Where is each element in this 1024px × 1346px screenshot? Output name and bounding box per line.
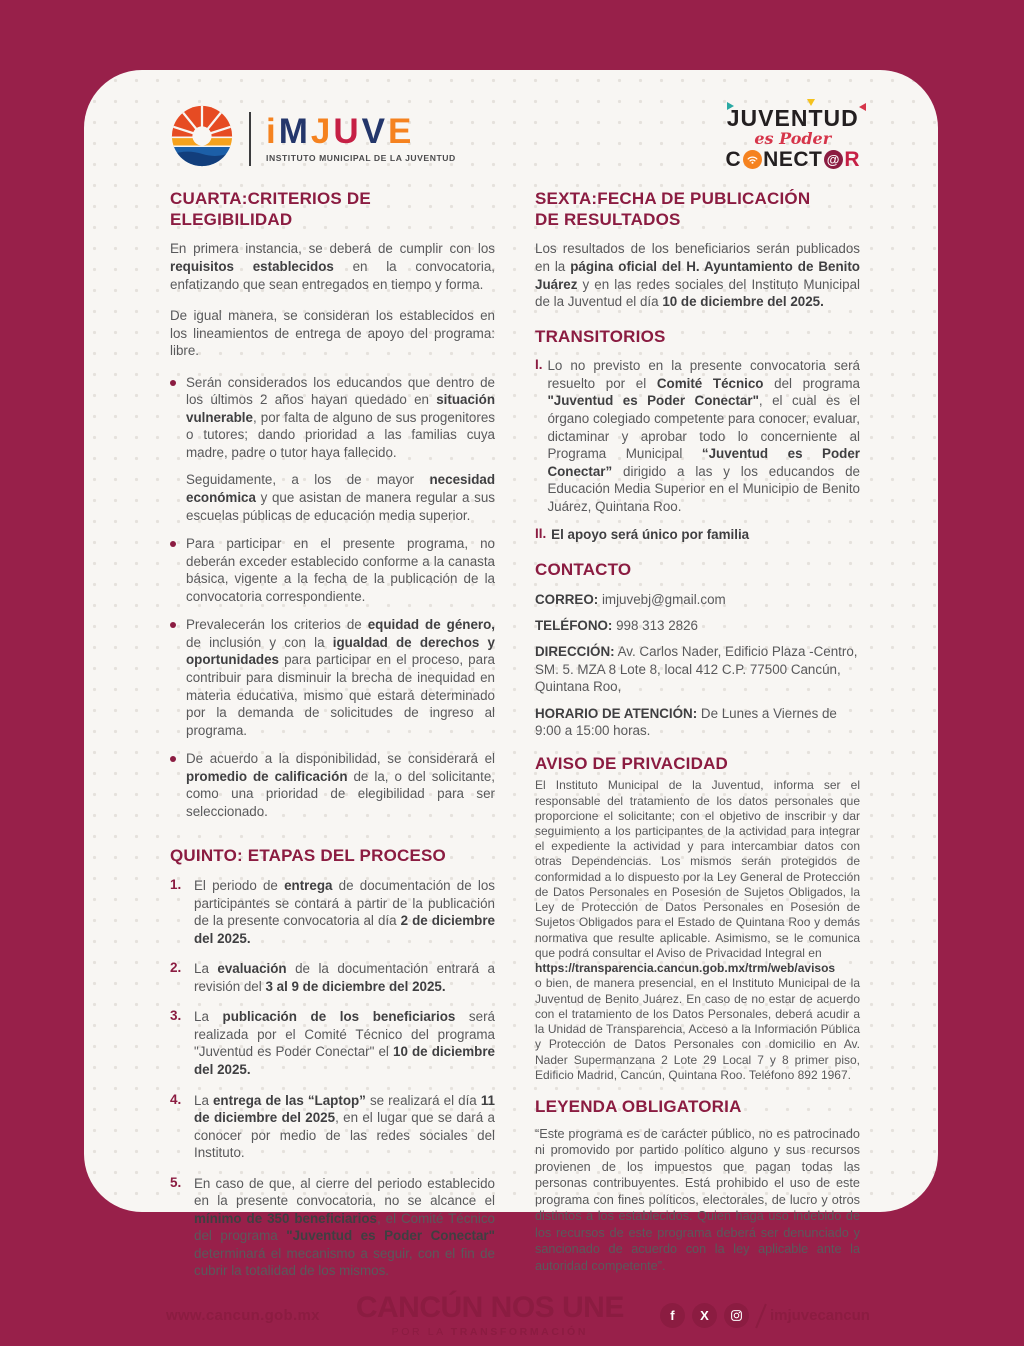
cancun-nos-une-logo [356,1293,624,1338]
content-columns [144,173,880,1293]
section-title-cuarta: CUARTA:CRITERIOS DE ELEGIBILIDAD [170,189,371,229]
sexta-title-line2: DE RESULTADOS [535,209,681,229]
imjuve-sun-icon [170,104,234,173]
logo-divider [249,112,251,166]
bullet-text: Prevalecerán los criterios de equidad de género, de inclusión y con la igualdad de derechos y oportunidades para participar en el proceso, para contribuir para disminuir la brecha de inequidad en materia educativa, mismo que estará determinado por la demanda de solicitudes de ingreso al programa. [186,617,496,738]
bullet-text: De acuerdo a la disponibilidad, se considerará el promedio de calificación de la, o del solicitante, como una prioridad de elegibilidad para ser seleccionado. [186,751,495,819]
list-item [170,535,495,605]
contact-email: CORREO: imjuvebj@gmail.com [535,591,726,607]
list-item [170,877,495,947]
transitorio-text: El apoyo será único por familia [551,527,750,543]
x-icon[interactable]: X [692,1303,717,1328]
roman-numeral: II. [535,526,547,542]
at-bulb-icon: @ [824,150,843,169]
facebook-icon[interactable]: f [660,1303,685,1328]
right-column [535,189,860,1293]
imjuve-letter: J [310,112,334,151]
leyenda-paragraph: “Este programa es de carácter público, no es patrocinado ni promovido por partido político alguno y sus recursos provienen de los impuestos que pagan todas las personas contribuyentes. Está prohibido el uso de este programa con fines políticos, electorales, de lucro y otros distintos a los establecidos. Quien haga uso indebido de los recursos de este programa deberá ser denunciado y sancionado de acuerdo con la ley aplicable ante la autoridad competente”. [535,1126,860,1273]
step-text: La publicación de los beneficiarios será realizada por el Comité Técnico del programa "Juventud es Poder Conectar" el 10 de diciembre del 2025. [194,1009,495,1077]
bullet-text: Serán considerados los educandos que dentro de los últimos 2 años hayan quedado en situación vulnerable, por falta de alguno de sus progenitores o tutores; dando prioridad a las familias cuya madre, padre o tutor haya fallecido. [186,374,495,460]
imjuve-subtitle: INSTITUTO MUNICIPAL DE LA JUVENTUD [266,153,456,163]
social-handle[interactable]: imjuvecancun [769,1307,870,1324]
list-item [170,616,495,739]
eligibility-bullet-list [170,374,495,821]
imjuve-letter: U [333,112,362,151]
step-number: 5. [170,1174,182,1190]
bullet-dot-icon [170,622,176,628]
section-title-leyenda: LEYENDA OBLIGATORIA [535,1096,742,1116]
bullet-subtext: Seguidamente, a los de mayor necesidad económica y que asistan de manera regular a sus escuelas públicas de educación media superior. [186,472,495,523]
step-number: 2. [170,960,182,976]
footer [144,1293,880,1346]
cuarta-paragraph-1: En primera instancia, se deberá de cumplir con los requisitos establecidos en la convocatoria, enfatizando que sean entregados en tiempo y forma. [170,241,495,292]
slash-divider [755,1303,767,1328]
bullet-dot-icon [170,541,176,547]
section-title-aviso: AVISO DE PRIVACIDAD [535,753,729,773]
teal-triangle-icon [727,102,734,110]
privacy-paragraph-1: El Instituto Municipal de la Juventud, informa ser el responsable del tratamiento de los datos personales que proporcione el solicitante; con el objetivo de inscribir y dar seguimiento a los participantes de la actividad para integrar el expediente la actividad y para intercambiar datos con otras Dependencias. Los mismos serán protegidos de conformidad a lo dispuesto por la Ley General de Protección de Datos Personales en Posesión de Sujetos Obligados, la Ley de Protección de Datos Personales en Posesión de Sujetos Obligados para el Estado de Quintana Roo y demás normativa que resulte aplicable. Asimismo, se le comunica que podrá consultar el Aviso de Privacidad Integral en [535,778,860,960]
list-item [170,750,495,820]
list-item [170,374,495,524]
wifi-o-icon [743,150,762,169]
imjuve-letter: M [278,112,311,151]
contact-address: DIRECCIÓN: Av. Carlos Nader, Edificio Plaza -Centro, SM. 5. MZA 8 Lote 8, local 412 C.P. 77500 Cancún, Quintana Roo, [535,644,858,695]
step-number: 1. [170,877,182,893]
process-steps-list [170,877,495,1280]
left-column [170,189,495,1293]
bullet-text: Para participar en el presente programa, no deberán exceder establecido conforme a la canasta básica, vigente a la fecha de la publicación de la convocatoria correspondiente. [186,536,495,604]
poster-card [84,70,938,1338]
yellow-triangle-icon [807,99,815,106]
conectar-letters: NECT [763,148,823,171]
section-title-sexta [535,189,860,230]
step-number: 3. [170,1008,182,1024]
transitorio-text: Lo no previsto en la presente convocatoria será resuelto por el Comité Técnico del programa "Juventud es Poder Conectar", el cual es el órgano colegiado competente para conocer, evaluar, dictaminar y aprobar todo lo concerniente al Programa Municipal “Juventud es Poder Conectar” dirigido a las y los educandos de Educación Media Superior en el Municipio de Benito Juárez, Quintana Roo. [547,358,861,514]
section-title-quinto: QUINTO: ETAPAS DEL PROCESO [170,846,446,866]
privacy-paragraph-2: o bien, de manera presencial, en el Instituto Municipal de la Juventud de Benito Juárez. En caso de no estar de acuerdo con el tratamiento de los Datos Personales, deberá acudir a la Unidad de Transparencia, Acceso a la Información Pública y Protección de Datos Personales con domicilio en Av. Nader Supermanzana 2 Lote 29 Local 7 y 8 primer piso, Edificio Madrid, Cancún, Quintana Roo. Teléfono 892 1967. [535,976,860,1082]
instagram-icon[interactable] [724,1303,749,1328]
step-text: La entrega de las “Laptop” se realizará el día 11 de diciembre del 2025, en el lugar que se dará a conocer por medio de las redes sociales del Instituto. [194,1092,496,1161]
imjuve-letter: E [388,112,415,151]
list-item [170,960,495,995]
slogan-sub-light: POR LA [391,1326,451,1338]
imjuve-logo [170,104,456,173]
step-text: El periodo de entrega de documentación de los participantes se contará a partir de la publicación de la presente convocatoria al día 2 de diciembre del 2025. [194,878,496,946]
program-title: JUVENTUD [726,105,859,131]
red-triangle-icon [859,103,866,111]
step-number: 4. [170,1091,182,1107]
list-item [170,1175,495,1280]
slogan-sub-bold: TRANSFORMACIÓN [450,1326,589,1338]
sexta-title-line1: SEXTA:FECHA DE PUBLICACIÓN [535,189,811,208]
bullet-dot-icon [170,756,176,762]
step-text: En caso de que, al cierre del periodo establecido en la presente convocatoria, no se alcance el mínimo de 350 beneficiarios, el Comité Técnico del programa "Juventud es Poder Conectar" determinará el mecanismo a seguir, con el fin de cubrir la totalidad de los mismos. [194,1175,495,1279]
section-title-transitorios: TRANSITORIOS [535,326,666,346]
contact-phone: TELÉFONO: 998 313 2826 [535,618,699,634]
conectar-letter-r: R [844,148,860,171]
slogan-main: CANCÚN NOS UNE [355,1291,624,1324]
transitorio-item [535,357,860,515]
cuarta-paragraph-2: De igual manera, se consideran los establecidos en los lineamientos de entrega de apoyo del programa: libre. [170,308,495,359]
program-conectar [725,149,860,170]
imjuve-letter: i [266,112,279,151]
program-subtitle: es Poder [754,129,832,148]
header [144,100,880,173]
imjuve-wordmark [266,114,456,149]
transitorio-item [535,526,860,544]
contact-hours: HORARIO DE ATENCIÓN: De Lunes a Viernes de 9:00 a 15:00 horas. [535,705,837,739]
sexta-paragraph: Los resultados de los beneficiarios serán publicados en la página oficial del H. Ayuntamiento de Benito Juárez y en las redes sociales del Instituto Municipal de la Juventud el día 10 de diciembre del 2025. [535,241,860,310]
section-title-contacto: CONTACTO [535,559,632,579]
social-links [660,1303,870,1329]
step-text: La evaluación de la documentación entrará a revisión del 3 al 9 de diciembre del 2025. [194,961,495,994]
roman-numeral: I. [535,357,543,373]
privacy-url-link[interactable]: https://transparencia.cancun.gob.mx/trm/web/avisos [535,961,836,976]
imjuve-letter: V [361,112,388,151]
bullet-dot-icon [170,380,176,386]
list-item [170,1008,495,1078]
conectar-letter: C [725,148,742,171]
website-link[interactable]: www.cancun.gob.mx [166,1307,320,1324]
list-item [170,1092,495,1162]
juventud-program-logo [725,107,866,170]
slogan-sub [356,1326,624,1338]
